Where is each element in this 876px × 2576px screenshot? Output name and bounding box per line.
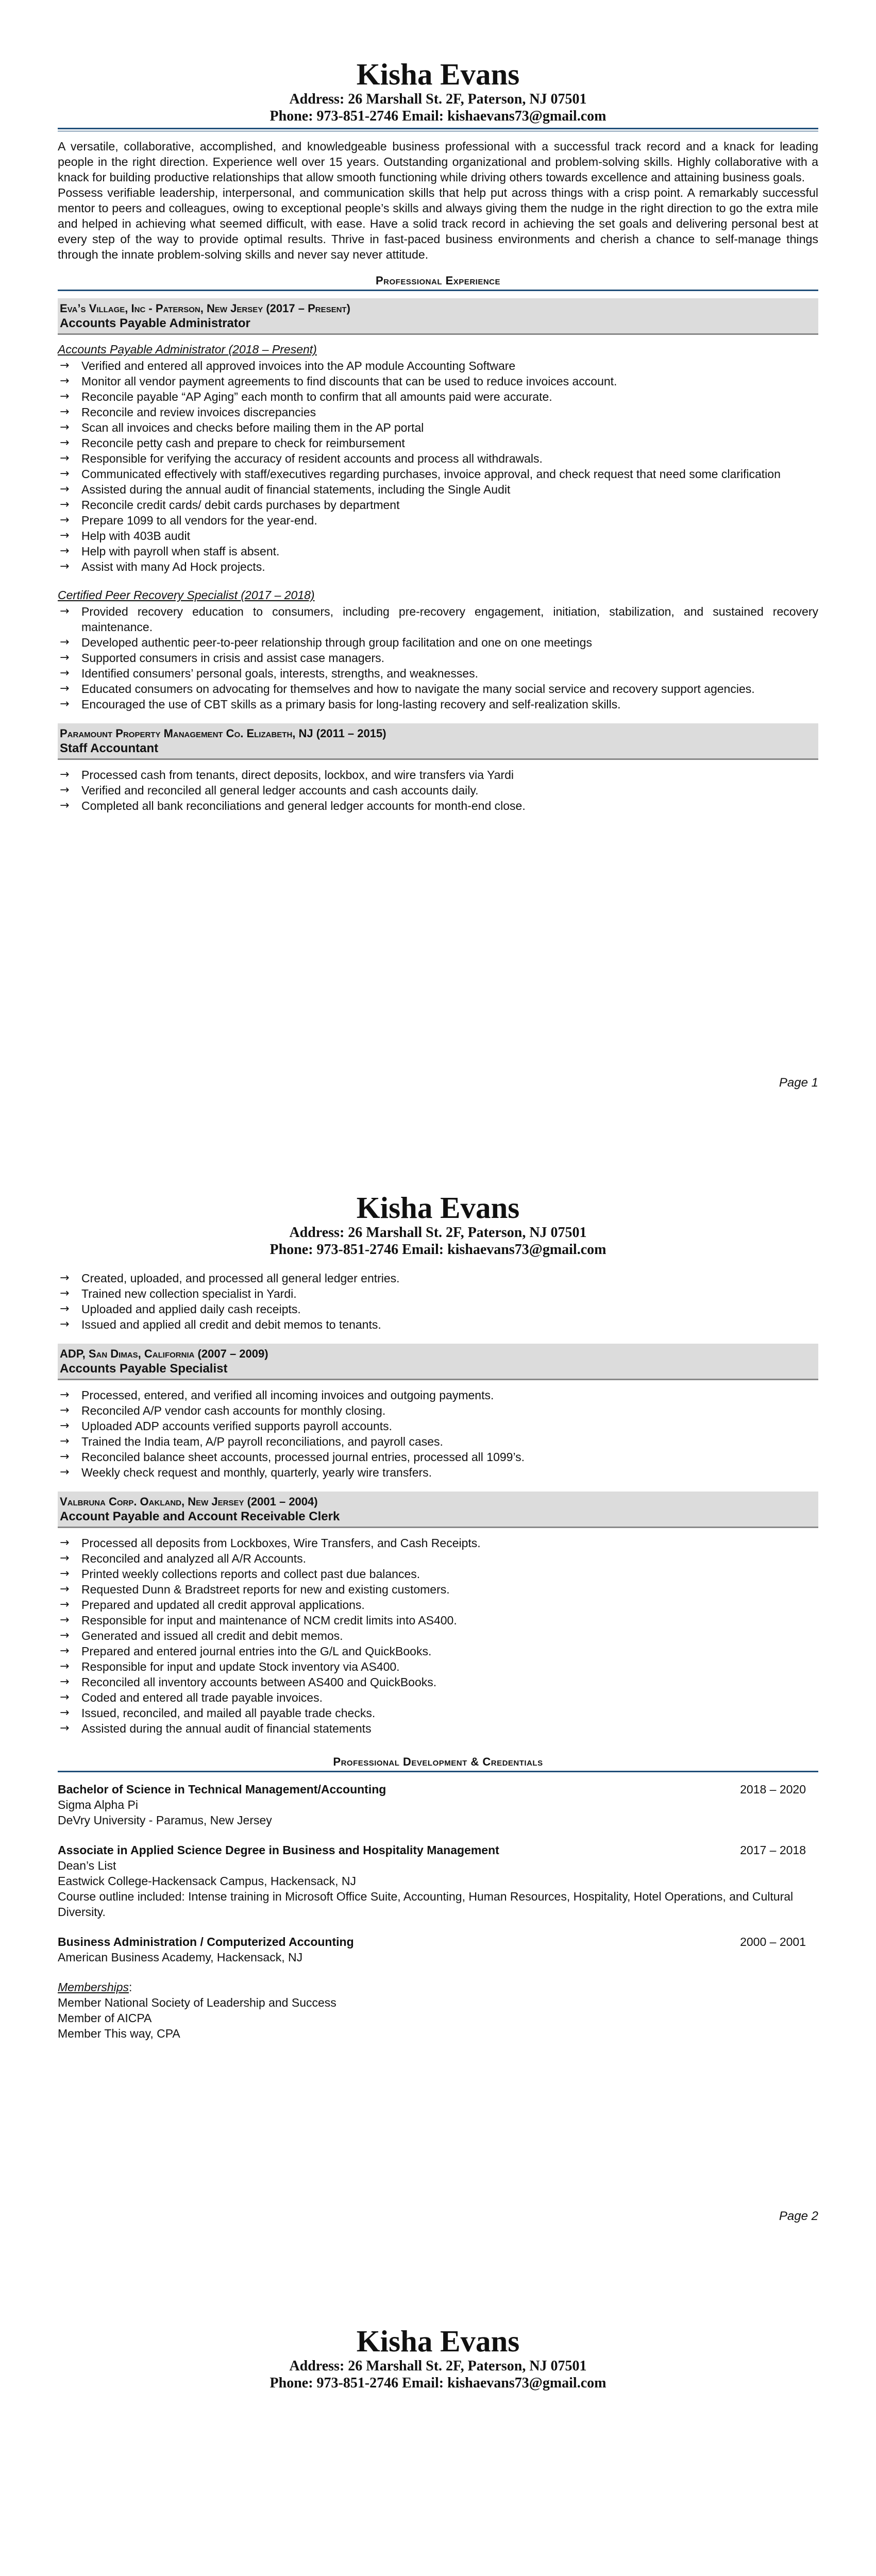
bullet-text: Assisted during the annual audit of financial statements <box>81 1722 372 1735</box>
bullet-list <box>58 604 818 712</box>
bullet-item <box>58 544 818 559</box>
arrow-bullet-icon: → <box>60 436 70 449</box>
arrow-bullet-icon: → <box>60 651 70 664</box>
bullet-item <box>58 1690 818 1705</box>
sub-role-heading: Accounts Payable Administrator (2018 – Present) <box>58 343 317 356</box>
bullet-text: Reconcile petty cash and prepare to check for reimbursement <box>81 436 405 450</box>
memberships-title: Memberships <box>58 1980 129 1994</box>
bullet-text: Reconciled A/P vendor cash accounts for monthly closing. <box>81 1404 386 1417</box>
memberships <box>58 1979 818 2041</box>
bullet-text: Scan all invoices and checks before mailing them in the AP portal <box>81 421 424 434</box>
arrow-bullet-icon: → <box>60 1645 70 1657</box>
bullet-text: Requested Dunn & Bradstreet reports for new and existing customers. <box>81 1583 450 1596</box>
bullet-text: Reconciled balance sheet accounts, processed journal entries, processed all 1099’s. <box>81 1450 525 1464</box>
membership-item: Member of AICPA <box>58 2011 152 2025</box>
bullet-item <box>58 497 818 513</box>
arrow-bullet-icon: → <box>60 799 70 812</box>
bullet-item <box>58 435 818 451</box>
arrow-bullet-icon: → <box>60 1552 70 1565</box>
job-header-paramount <box>58 723 818 760</box>
arrow-bullet-icon: → <box>60 1598 70 1611</box>
section-title-experience: Professional Experience <box>376 274 500 287</box>
bullet-item <box>58 374 818 389</box>
address-line: Address: 26 Marshall St. 2F, Paterson, NJ 07501 <box>289 1225 587 1241</box>
arrow-bullet-icon: → <box>60 405 70 418</box>
bullet-text: Responsible for input and update Stock inventory via AS400. <box>81 1660 400 1673</box>
arrow-bullet-icon: → <box>60 1302 70 1315</box>
arrow-bullet-icon: → <box>60 545 70 557</box>
contact-line: Phone: 973-851-2746 Email: kishaevans73@gmail.com <box>269 1242 607 1258</box>
bullet-item <box>58 1705 818 1721</box>
bullet-item <box>58 604 818 635</box>
membership-item: Member National Society of Leadership and Success <box>58 1996 336 2009</box>
section-title-education: Professional Development & Credentials <box>333 1755 543 1768</box>
bullet-text: Reconciled and analyzed all A/R Accounts. <box>81 1552 306 1565</box>
bullet-text: Issued and applied all credit and debit memos to tenants. <box>81 1318 381 1331</box>
bullet-list <box>58 1387 818 1480</box>
bullet-item <box>58 404 818 420</box>
arrow-bullet-icon: → <box>60 529 70 542</box>
bullet-item <box>58 767 818 783</box>
arrow-bullet-icon: → <box>60 1536 70 1549</box>
resume-page-2 <box>0 1133 876 2267</box>
bullet-text: Reconciled all inventory accounts between AS400 and QuickBooks. <box>81 1675 437 1689</box>
arrow-bullet-icon: → <box>60 605 70 618</box>
degree-title: Business Administration / Computerized Accounting <box>58 1935 354 1948</box>
bullet-text: Educated consumers on advocating for themselves and how to navigate the many social service and recovery support agencies. <box>81 682 755 696</box>
bullet-item <box>58 1582 818 1597</box>
degree-dates: 2018 – 2020 <box>740 1783 806 1796</box>
arrow-bullet-icon: → <box>60 1722 70 1735</box>
degree-title: Associate in Applied Science Degree in Business and Hospitality Management <box>58 1843 499 1857</box>
membership-item: Member This way, CPA <box>58 2027 180 2040</box>
bullet-item <box>58 1286 818 1301</box>
bullet-item <box>58 528 818 544</box>
arrow-bullet-icon: → <box>60 1287 70 1300</box>
arrow-bullet-icon: → <box>60 1629 70 1642</box>
job-company: ADP, San Dimas, California (2007 – 2009) <box>60 1347 268 1360</box>
bullet-item <box>58 783 818 798</box>
arrow-bullet-icon: → <box>60 390 70 403</box>
degree-dates: 2017 – 2018 <box>740 1843 806 1857</box>
arrow-bullet-icon: → <box>60 1567 70 1580</box>
bullet-item <box>58 1403 818 1418</box>
arrow-bullet-icon: → <box>60 1583 70 1596</box>
arrow-bullet-icon: → <box>60 1660 70 1673</box>
bullet-item <box>58 466 818 482</box>
education-detail: Eastwick College-Hackensack Campus, Hackensack, NJ <box>58 1874 357 1888</box>
candidate-name: Kisha Evans <box>356 57 520 91</box>
bullet-text: Supported consumers in crisis and assist case managers. <box>81 651 385 665</box>
bullet-item <box>58 635 818 650</box>
bullet-item <box>58 358 818 374</box>
arrow-bullet-icon: → <box>60 768 70 781</box>
arrow-bullet-icon: → <box>60 514 70 527</box>
job-header-valbruna <box>58 1492 818 1528</box>
arrow-bullet-icon: → <box>60 498 70 511</box>
bullet-item <box>58 1721 818 1736</box>
bullet-item <box>58 420 818 435</box>
sub-role-heading: Certified Peer Recovery Specialist (2017 – 2018) <box>58 588 315 602</box>
arrow-bullet-icon: → <box>60 359 70 372</box>
bullet-text: Processed all deposits from Lockboxes, Wire Transfers, and Cash Receipts. <box>81 1536 481 1550</box>
job-title: Staff Accountant <box>60 741 159 755</box>
arrow-bullet-icon: → <box>60 682 70 695</box>
bullet-text: Reconcile payable “AP Aging” each month to confirm that all amounts paid were accurate. <box>81 390 552 403</box>
bullet-item <box>58 1674 818 1690</box>
bullet-item <box>58 681 818 697</box>
section-divider <box>58 290 818 291</box>
bullet-text: Created, uploaded, and processed all general ledger entries. <box>81 1272 400 1285</box>
bullet-text: Monitor all vendor payment agreements to find discounts that can be used to reduce invoices account. <box>81 375 617 388</box>
job-company: Eva’s Village, Inc - Paterson, New Jersey (2017 – Present) <box>60 302 350 315</box>
bullet-text: Verified and reconciled all general ledger accounts and cash accounts daily. <box>81 784 479 797</box>
bullet-item <box>58 1659 818 1674</box>
arrow-bullet-icon: → <box>60 421 70 434</box>
bullet-item <box>58 1387 818 1403</box>
arrow-bullet-icon: → <box>60 1675 70 1688</box>
bullet-text: Printed weekly collections reports and collect past due balances. <box>81 1567 420 1581</box>
arrow-bullet-icon: → <box>60 1450 70 1463</box>
resume-page-1 <box>0 0 876 1133</box>
bullet-item <box>58 1535 818 1551</box>
bullet-item <box>58 1566 818 1582</box>
bullet-text: Generated and issued all credit and debit memos. <box>81 1629 343 1642</box>
arrow-bullet-icon: → <box>60 1272 70 1284</box>
arrow-bullet-icon: → <box>60 1614 70 1626</box>
bullet-text: Weekly check request and monthly, quarterly, yearly wire transfers. <box>81 1466 432 1479</box>
bullet-item <box>58 559 818 574</box>
bullet-text: Processed cash from tenants, direct deposits, lockbox, and wire transfers via Yardi <box>81 768 514 782</box>
job-header-evas-village <box>58 298 818 335</box>
bullet-item <box>58 1551 818 1566</box>
bullet-text: Reconcile and review invoices discrepancies <box>81 405 316 419</box>
bullet-item <box>58 1597 818 1613</box>
bullet-item <box>58 1449 818 1465</box>
candidate-name: Kisha Evans <box>356 2324 520 2358</box>
job-title: Accounts Payable Administrator <box>60 316 250 330</box>
arrow-bullet-icon: → <box>60 452 70 465</box>
arrow-bullet-icon: → <box>60 1435 70 1448</box>
arrow-bullet-icon: → <box>60 698 70 710</box>
contact-line: Phone: 973-851-2746 Email: kishaevans73@gmail.com <box>269 108 607 124</box>
education-detail: American Business Academy, Hackensack, NJ <box>58 1951 303 1964</box>
job-company: Paramount Property Management Co. Elizabeth, NJ (2011 – 2015) <box>60 727 386 740</box>
resume-header <box>58 1191 818 1258</box>
bullet-item <box>58 1317 818 1332</box>
bullet-item <box>58 1270 818 1286</box>
contact-line: Phone: 973-851-2746 Email: kishaevans73@gmail.com <box>269 2375 607 2391</box>
education-entry <box>58 1934 818 1965</box>
education-entry <box>58 1842 818 1920</box>
arrow-bullet-icon: → <box>60 1388 70 1401</box>
bullet-text: Issued, reconciled, and mailed all payable trade checks. <box>81 1706 376 1720</box>
bullet-text: Communicated effectively with staff/executives regarding purchases, invoice approval, and check request that need some clarification <box>81 467 781 481</box>
bullet-text: Uploaded ADP accounts verified supports payroll accounts. <box>81 1419 393 1433</box>
resume-header <box>58 2325 818 2392</box>
arrow-bullet-icon: → <box>60 1466 70 1479</box>
bullet-text: Identified consumers’ personal goals, interests, strengths, and weaknesses. <box>81 667 479 680</box>
professional-summary <box>58 139 818 262</box>
bullet-list <box>58 1535 818 1736</box>
bullet-item <box>58 1643 818 1659</box>
degree-title: Bachelor of Science in Technical Management/Accounting <box>58 1783 386 1796</box>
job-title: Accounts Payable Specialist <box>60 1362 228 1376</box>
bullet-text: Trained the India team, A/P payroll reconciliations, and payroll cases. <box>81 1435 443 1448</box>
bullet-item <box>58 451 818 466</box>
bullet-text: Prepared and updated all credit approval applications. <box>81 1598 365 1612</box>
arrow-bullet-icon: → <box>60 784 70 796</box>
bullet-item <box>58 1434 818 1449</box>
bullet-text: Responsible for verifying the accuracy of resident accounts and process all withdrawals. <box>81 452 543 465</box>
arrow-bullet-icon: → <box>60 1706 70 1719</box>
job-company: Valbruna Corp. Oakland, New Jersey (2001 – 2004) <box>60 1495 318 1508</box>
bullet-list <box>58 767 818 814</box>
header-divider <box>58 128 818 131</box>
section-divider <box>58 1771 818 1772</box>
bullet-item <box>58 650 818 666</box>
job-header-adp <box>58 1344 818 1380</box>
education-detail: Dean’s List <box>58 1859 116 1872</box>
arrow-bullet-icon: → <box>60 1404 70 1417</box>
bullet-item <box>58 1628 818 1643</box>
education-detail: Sigma Alpha Pi <box>58 1798 138 1811</box>
bullet-text: Help with 403B audit <box>81 529 190 543</box>
arrow-bullet-icon: → <box>60 375 70 387</box>
bullet-item <box>58 1301 818 1317</box>
bullet-item <box>58 697 818 712</box>
arrow-bullet-icon: → <box>60 1419 70 1432</box>
bullet-text: Processed, entered, and verified all incoming invoices and outgoing payments. <box>81 1388 494 1402</box>
bullet-text: Completed all bank reconciliations and general ledger accounts for month-end close. <box>81 799 526 812</box>
arrow-bullet-icon: → <box>60 1691 70 1704</box>
bullet-text: Prepared and entered journal entries into the G/L and QuickBooks. <box>81 1645 432 1658</box>
arrow-bullet-icon: → <box>60 483 70 496</box>
bullet-text: Encouraged the use of CBT skills as a primary basis for long-lasting recovery and self-realization skills. <box>81 698 621 711</box>
arrow-bullet-icon: → <box>60 667 70 680</box>
job-title: Account Payable and Account Receivable Clerk <box>60 1510 340 1523</box>
bullet-text: Assist with many Ad Hock projects. <box>81 560 265 573</box>
bullet-item <box>58 1613 818 1628</box>
candidate-name: Kisha Evans <box>356 1191 520 1225</box>
arrow-bullet-icon: → <box>60 636 70 649</box>
bullet-text: Uploaded and applied daily cash receipts. <box>81 1302 301 1316</box>
bullet-item <box>58 798 818 814</box>
resume-header <box>58 58 818 125</box>
education-detail: Course outline included: Intense training in Microsoft Office Suite, Accounting, Human Resources, Hospitality, Hotel Operations, and Cultural Diversity. <box>58 1890 794 1919</box>
bullet-list <box>58 358 818 574</box>
degree-dates: 2000 – 2001 <box>740 1935 806 1948</box>
address-line: Address: 26 Marshall St. 2F, Paterson, NJ 07501 <box>289 2358 587 2374</box>
bullet-text: Developed authentic peer-to-peer relationship through group facilitation and one on one meetings <box>81 636 592 649</box>
page-number: Page 2 <box>779 2209 818 2223</box>
bullet-text: Reconcile credit cards/ debit cards purchases by department <box>81 498 400 512</box>
bullet-text: Responsible for input and maintenance of NCM credit limits into AS400. <box>81 1614 457 1627</box>
bullet-item <box>58 389 818 404</box>
bullet-text: Coded and entered all trade payable invoices. <box>81 1691 323 1704</box>
education-detail: DeVry University - Paramus, New Jersey <box>58 1814 272 1827</box>
bullet-item <box>58 1465 818 1480</box>
bullet-item <box>58 513 818 528</box>
bullet-item <box>58 666 818 681</box>
education-entry <box>58 1782 818 1828</box>
address-line: Address: 26 Marshall St. 2F, Paterson, NJ 07501 <box>289 91 587 107</box>
bullet-text: Verified and entered all approved invoices into the AP module Accounting Software <box>81 359 516 372</box>
bullet-text: Trained new collection specialist in Yardi. <box>81 1287 297 1300</box>
bullet-item <box>58 1418 818 1434</box>
summary-paragraph: Possess verifiable leadership, interpersonal, and communication skills that help put across things with a crisp point. A remarkably successful mentor to peers and colleagues, owing to exceptional people’s skills and always giving them the nudge in the right direction to go the extra mile and helped in achieving what seemed difficult, with ease. Have a solid track record in achieving the set goals and delivering personal best at every step of the way to provide optimal results. Thrive in fast-paced business environments and cherish a chance to self-manage things through the innate problem-solving skills and never say never attitude. <box>58 186 818 261</box>
arrow-bullet-icon: → <box>60 1318 70 1331</box>
memberships-colon: : <box>129 1980 132 1994</box>
bullet-list <box>58 1270 818 1332</box>
bullet-text: Prepare 1099 to all vendors for the year-end. <box>81 514 317 527</box>
bullet-text: Provided recovery education to consumers, including pre-recovery engagement, initiation, stabilization, and sustained recovery maintenance. <box>81 605 818 634</box>
resume-page-3 <box>0 2267 876 2576</box>
summary-paragraph: A versatile, collaborative, accomplished, and knowledgeable business professional with a successful track record and a knack for leading people in the right direction. Experience well over 15 years. Outstanding organizational and problem-solving skills. Highly collaborative with a knack for building productive relationships that allow smooth functioning while driving others towards excellence and attaining business goals. <box>58 140 818 184</box>
arrow-bullet-icon: → <box>60 560 70 573</box>
bullet-text: Help with payroll when staff is absent. <box>81 545 280 558</box>
arrow-bullet-icon: → <box>60 467 70 480</box>
bullet-item <box>58 482 818 497</box>
bullet-text: Assisted during the annual audit of financial statements, including the Single Audit <box>81 483 511 496</box>
page-number: Page 1 <box>779 1076 818 1090</box>
